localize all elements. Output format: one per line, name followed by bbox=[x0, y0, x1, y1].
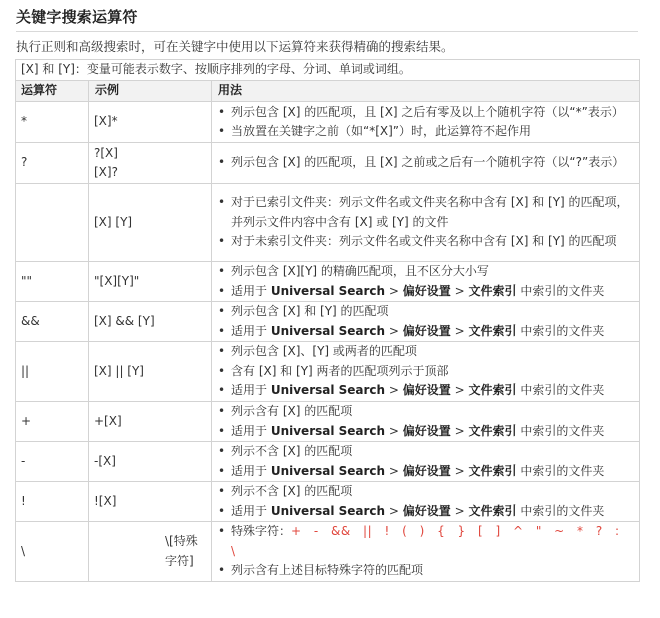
operator-cell: && bbox=[16, 302, 89, 342]
usage-cell bbox=[212, 102, 640, 143]
table-header-row bbox=[16, 81, 640, 102]
example-text: "[X][Y]" bbox=[94, 273, 140, 288]
example-text: [X]* bbox=[94, 114, 118, 129]
example-text: [X]? bbox=[94, 165, 118, 179]
usage-item-applies-to bbox=[217, 282, 634, 302]
example-cell bbox=[89, 262, 212, 302]
applies-prefix: 适用于 bbox=[231, 383, 271, 398]
table-row bbox=[16, 522, 640, 582]
operator-cell: * bbox=[16, 102, 89, 143]
preferences-label: 偏好设置 bbox=[402, 503, 451, 518]
usage-cell bbox=[212, 442, 640, 482]
usage-cell bbox=[212, 482, 640, 522]
usage-item: • 列示包含 [X] 和 [Y] 的匹配项 bbox=[217, 302, 634, 322]
usage-cell bbox=[212, 522, 640, 582]
applies-suffix: 中索引的文件夹 bbox=[516, 463, 605, 478]
usage-item-applies-to bbox=[217, 502, 634, 522]
applies-prefix: 适用于 bbox=[231, 463, 271, 478]
header-example: 示例 bbox=[89, 81, 212, 102]
file-index-label: 文件索引 bbox=[468, 423, 517, 438]
path-separator: > bbox=[450, 463, 469, 478]
preferences-label: 偏好设置 bbox=[402, 283, 451, 298]
app-name: Universal Search bbox=[270, 283, 386, 298]
example-cell bbox=[89, 442, 212, 482]
app-name: Universal Search bbox=[270, 423, 386, 438]
operator-cell bbox=[16, 184, 89, 262]
table-row bbox=[16, 302, 640, 342]
usage-item: • 列示包含 [X] 的匹配项，且 [X] 之前或之后有一个随机字符（以“?”表示） bbox=[217, 153, 634, 173]
preferences-label: 偏好设置 bbox=[402, 323, 451, 338]
header-operator: 运算符 bbox=[16, 81, 89, 102]
example-cell bbox=[89, 482, 212, 522]
file-index-label: 文件索引 bbox=[468, 503, 517, 518]
app-name: Universal Search bbox=[270, 463, 386, 478]
operator-cell: + bbox=[16, 402, 89, 442]
preferences-label: 偏好设置 bbox=[402, 463, 451, 478]
usage-cell bbox=[212, 302, 640, 342]
special-chars-list: + - && || ! ( ) { } [ ] ^ " ~ * ? : \ bbox=[231, 524, 620, 558]
file-index-label: 文件索引 bbox=[468, 283, 517, 298]
example-text: ?[X] bbox=[94, 145, 118, 160]
operator-cell: || bbox=[16, 342, 89, 402]
applies-suffix: 中索引的文件夹 bbox=[516, 423, 605, 438]
example-text: [X] [Y] bbox=[94, 214, 133, 229]
usage-item-applies-to bbox=[217, 422, 634, 442]
path-separator: > bbox=[385, 383, 403, 398]
title-divider bbox=[16, 31, 638, 32]
example-text: [X] || [Y] bbox=[94, 363, 144, 378]
operator-cell: \ bbox=[16, 522, 89, 582]
table-row bbox=[16, 184, 640, 262]
usage-item: • 列示包含 [X] 的匹配项，且 [X] 之后有零及以上个随机字符（以“*”表示） bbox=[217, 103, 634, 123]
example-cell bbox=[89, 522, 212, 582]
example-cell bbox=[89, 302, 212, 342]
applies-suffix: 中索引的文件夹 bbox=[516, 283, 605, 298]
applies-suffix: 中索引的文件夹 bbox=[516, 503, 605, 518]
example-cell bbox=[89, 342, 212, 402]
example-text: +[X] bbox=[94, 413, 122, 428]
intro-text: 执行正则和高级搜索时，可在关键字中使用以下运算符来获得精确的搜索结果。 bbox=[16, 39, 454, 54]
usage-cell bbox=[212, 143, 640, 184]
path-separator: > bbox=[450, 423, 469, 438]
operator-cell: "" bbox=[16, 262, 89, 302]
path-separator: > bbox=[450, 383, 469, 398]
applies-prefix: 适用于 bbox=[231, 283, 271, 298]
path-separator: > bbox=[385, 323, 403, 338]
header-usage: 用法 bbox=[212, 81, 640, 102]
usage-item: • 当放置在关键字之前（如“*[X]”）时，此运算符不起作用 bbox=[217, 122, 634, 142]
usage-item: • 对于已索引文件夹：列示文件名或文件夹名称中含有 [X] 和 [Y] 的匹配项，并列示文件内容中含有 [X] 或 [Y] 的文件 bbox=[217, 193, 634, 232]
usage-item-applies-to bbox=[217, 322, 634, 342]
app-name: Universal Search bbox=[270, 503, 386, 518]
operator-cell: - bbox=[16, 442, 89, 482]
table-row bbox=[16, 342, 640, 402]
file-index-label: 文件索引 bbox=[468, 383, 517, 398]
usage-cell bbox=[212, 342, 640, 402]
preferences-label: 偏好设置 bbox=[402, 423, 451, 438]
usage-item: • 列示不含 [X] 的匹配项 bbox=[217, 482, 634, 502]
app-name: Universal Search bbox=[270, 323, 386, 338]
page-title: 关键字搜索运算符 bbox=[16, 8, 138, 26]
table-note-row bbox=[16, 60, 640, 81]
applies-suffix: 中索引的文件夹 bbox=[516, 323, 605, 338]
operator-cell: ! bbox=[16, 482, 89, 522]
example-text: [X] && [Y] bbox=[94, 313, 155, 328]
path-separator: > bbox=[385, 283, 403, 298]
usage-cell bbox=[212, 262, 640, 302]
file-index-label: 文件索引 bbox=[468, 463, 517, 478]
example-cell bbox=[89, 402, 212, 442]
table-row bbox=[16, 402, 640, 442]
example-cell bbox=[89, 184, 212, 262]
usage-item: • 列示包含 [X][Y] 的精确匹配项，且不区分大小写 bbox=[217, 262, 634, 282]
variables-note: [X] 和 [Y]：变量可能表示数字、按顺序排列的字母、分词、单词或词组。 bbox=[16, 60, 640, 81]
example-text: \[特殊字符] bbox=[165, 534, 198, 568]
file-index-label: 文件索引 bbox=[468, 323, 517, 338]
path-separator: > bbox=[450, 323, 469, 338]
path-separator: > bbox=[450, 283, 469, 298]
operator-cell: ? bbox=[16, 143, 89, 184]
usage-item: • 列示含有 [X] 的匹配项 bbox=[217, 402, 634, 422]
applies-prefix: 适用于 bbox=[231, 503, 271, 518]
usage-item-special-chars bbox=[217, 522, 634, 561]
path-separator: > bbox=[385, 463, 403, 478]
table-row bbox=[16, 262, 640, 302]
applies-suffix: 中索引的文件夹 bbox=[516, 383, 605, 398]
special-chars-label: 特殊字符： bbox=[231, 524, 292, 539]
table-row bbox=[16, 102, 640, 143]
applies-prefix: 适用于 bbox=[231, 323, 271, 338]
example-cell bbox=[89, 102, 212, 143]
table-row bbox=[16, 143, 640, 184]
example-cell bbox=[89, 143, 212, 184]
usage-item-applies-to bbox=[217, 381, 634, 401]
path-separator: > bbox=[385, 503, 403, 518]
example-text: -[X] bbox=[94, 453, 116, 468]
table-row bbox=[16, 442, 640, 482]
path-separator: > bbox=[450, 503, 469, 518]
usage-item: • 列示包含 [X]、[Y] 或两者的匹配项 bbox=[217, 342, 634, 362]
preferences-label: 偏好设置 bbox=[402, 383, 451, 398]
usage-cell bbox=[212, 184, 640, 262]
table-row bbox=[16, 482, 640, 522]
usage-item: • 含有 [X] 和 [Y] 两者的匹配项列示于顶部 bbox=[217, 362, 634, 382]
usage-item: • 列示不含 [X] 的匹配项 bbox=[217, 442, 634, 462]
usage-item-applies-to bbox=[217, 462, 634, 482]
usage-cell bbox=[212, 402, 640, 442]
usage-item: • 列示含有上述目标特殊字符的匹配项 bbox=[217, 561, 634, 581]
app-name: Universal Search bbox=[270, 383, 386, 398]
path-separator: > bbox=[385, 423, 403, 438]
applies-prefix: 适用于 bbox=[231, 423, 271, 438]
example-text: ![X] bbox=[94, 493, 117, 508]
usage-item: • 对于未索引文件夹：列示文件名或文件夹名称中含有 [X] 和 [Y] 的匹配项 bbox=[217, 232, 634, 252]
operators-table bbox=[15, 59, 640, 582]
